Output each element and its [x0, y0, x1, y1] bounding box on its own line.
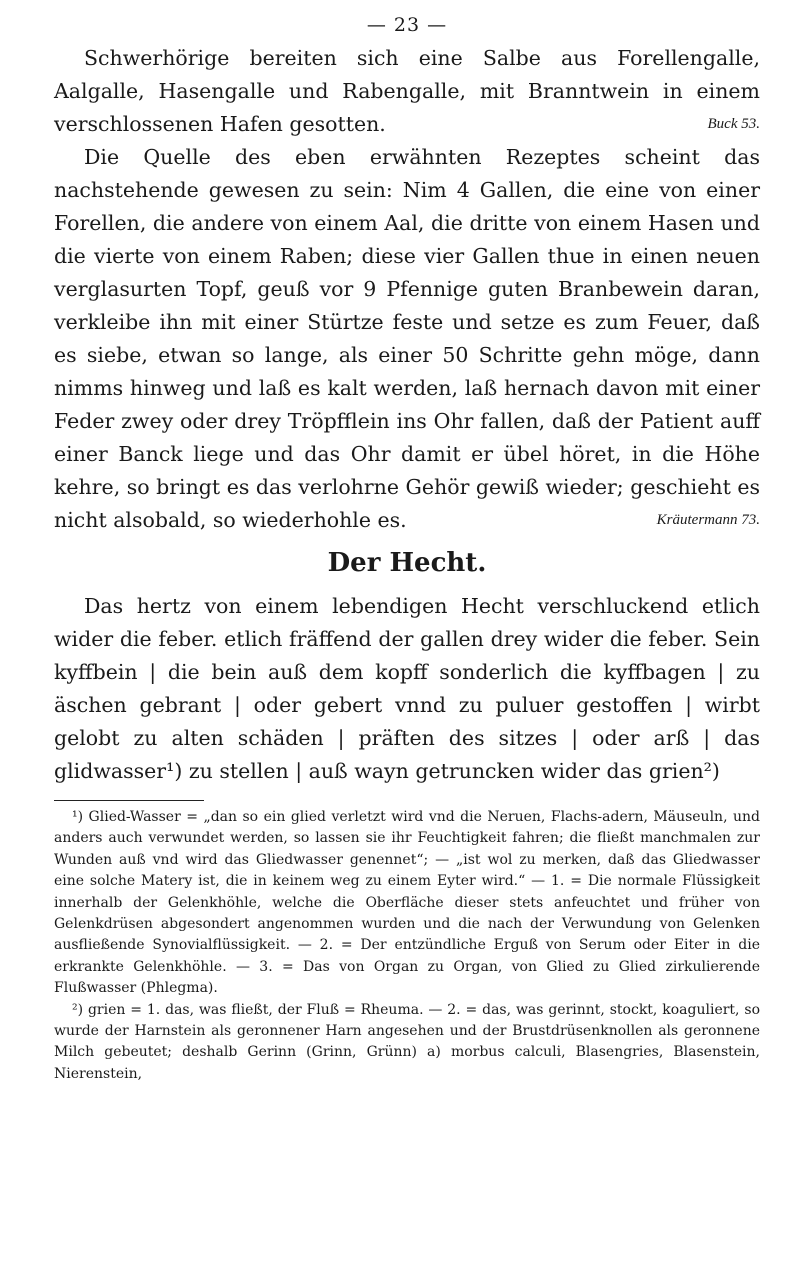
- footnote-2: ²) grien = 1. das, was fließt, der Fluß = Rheuma. — 2. = das, was gerinnt, stockt, koaguliert, so wurde der Harnstein als geronnener Harn angesehen und der Brustdrüsenknollen als geronnene Milch gebeutet; deshalb Gerinn (Grinn, Grünn) a) morbus calculi, Blasengries, Blasenstein, Nierenstein,: [54, 1001, 760, 1082]
- hecht-text: Das hertz von einem lebendigen Hecht verschluckend etlich wider die feber. etlich fräffend der gallen drey wider die feber. Sein kyffbein | die bein auß dem kopff sonderlich die kyffbagen | zu äschen gebrant | oder gebert vnnd zu puluer gestoffen | wirbt gelobt zu alten schäden | präften des sitzes | oder arß | das glidwasser¹) zu stellen | auß wayn getruncken wider das grien²): [54, 594, 760, 783]
- footnote-1: ¹) Glied-Wasser = „dan so ein glied verletzt wird vnd die Neruen, Flachs-adern, Mäuseuln, und anders auch verwundet werden, so lassen sie ihr Feuchtigkeit fahren; die fließt manchmalen zur Wunden auß vnd wird das Gliedwasser genennet“; — „ist wol zu merken, daß das Gliedwasser eine solche Matery ist, die in keinem weg zu einem Eyter wird.“ — 1. = Die normale Flüssigkeit innerhalb der Gelenkhöhle, welche die Oberfläche dieser stets anfeuchtet und früher von Gelenkdrüsen abgesondert angenommen wurden und die nach der Verwundung von Gelenken ausfließende Synovialflüssigkeit. — 2. = Der entzündliche Erguß von Serum oder Eiter in die erkrankte Gelenkhöhle. — 3. = Das von Organ zu Organ, von Glied zu Glied zirkulierende Flußwasser (Phlegma).: [54, 809, 760, 997]
- intro-paragraph: [54, 42, 760, 141]
- page-number: — 23 —: [366, 14, 448, 36]
- recipe-source: Kräutermann 73.: [656, 512, 760, 528]
- recipe-text: Die Quelle des eben erwähnten Rezeptes scheint das nachstehende gewesen zu sein: Nim 4 Gallen, die eine von einer Forellen, die andere von einem Aal, die dritte von einem Hasen und die vierte von einem Raben; diese vier Gallen thue in einen neuen verglasurten Topf, geuß vor 9 Pfennige guten Branbewein daran, verkleibe ihn mit einer Stürtze feste und setze es zum Feuer, daß es siebe, etwan so lange, als einer 50 Schritte gehn möge, dann nimms hinweg und laß es kalt werden, laß hernach davon mit einer Feder zwey oder drey Tröpfflein ins Ohr fallen, daß der Patient auff einer Banck liege und das Ohr damit er übel höret, in die Höhe kehre, so bringt es das verlohrne Gehör gewiß wieder; geschieht es nicht alsobald, so wiederhohle es.: [54, 145, 760, 532]
- section-heading: Der Hecht.: [327, 548, 487, 578]
- intro-text: Schwerhörige bereiten sich eine Salbe aus Forellengalle, Aalgalle, Hasengalle und Rabengalle, mit Branntwein in einem verschlossenen Hafen gesotten.: [54, 46, 760, 136]
- page: [54, 14, 760, 1085]
- footnotes: [54, 807, 760, 1085]
- footnote-divider: [54, 800, 204, 801]
- main-text: [54, 42, 760, 788]
- recipe-paragraph: [54, 141, 760, 537]
- hecht-paragraph: [54, 590, 760, 788]
- intro-source: Buck 53.: [707, 116, 760, 132]
